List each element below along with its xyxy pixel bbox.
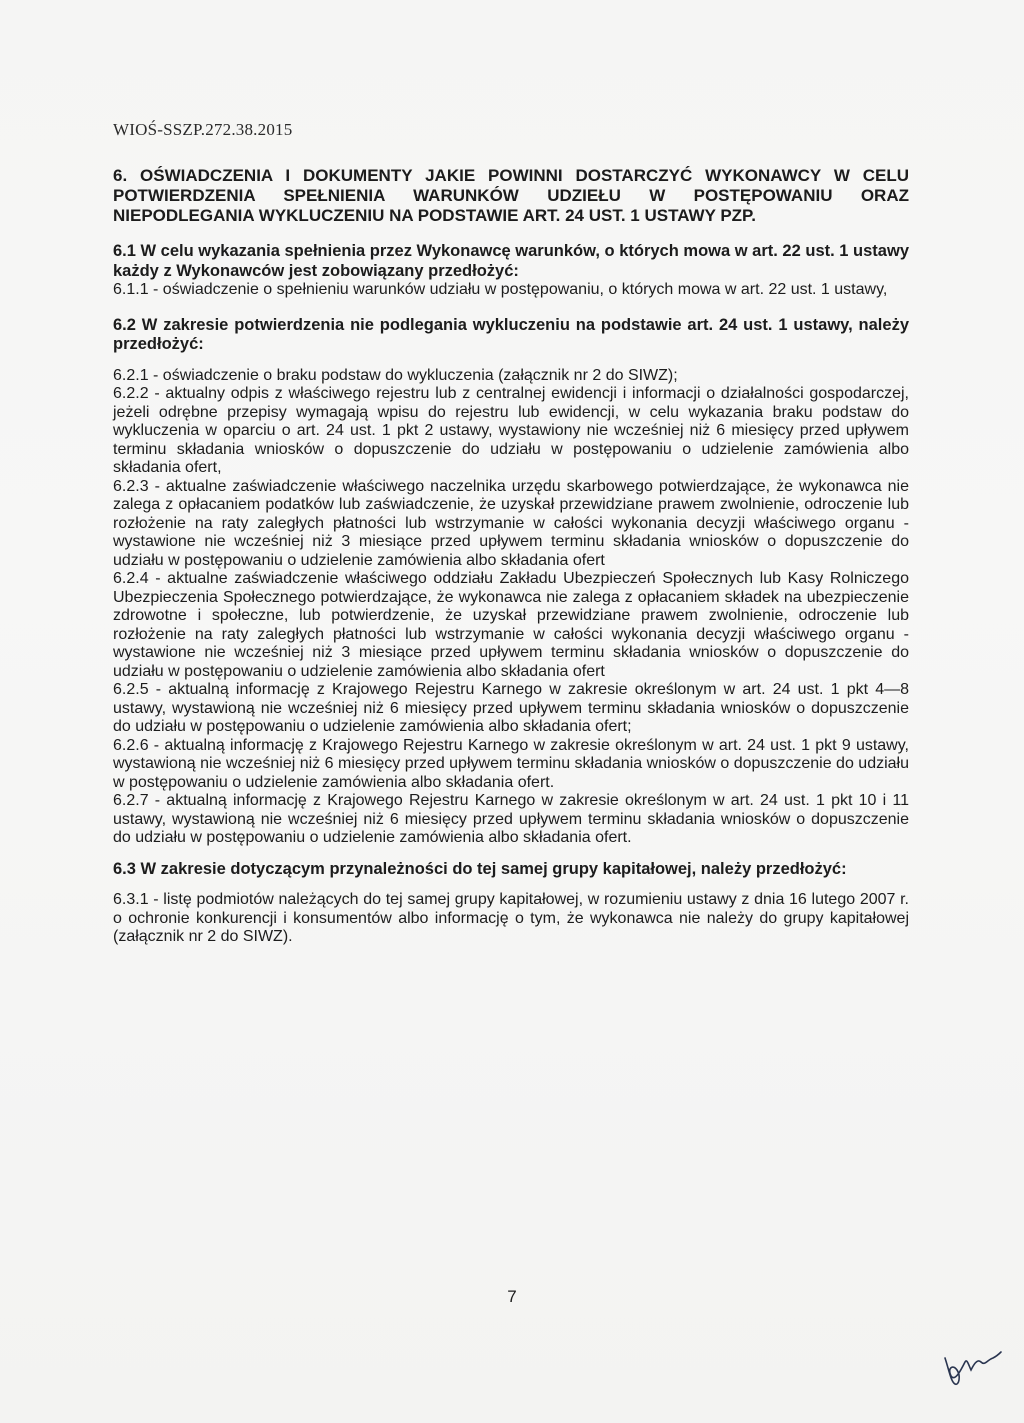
item-6-2-6: 6.2.6 - aktualną informację z Krajowego Rejestru Karnego w zakresie określonym w art. 24 ust. 1 pkt 9 ustawy, wystawioną nie wcześniej niż 6 miesięcy przed upływem terminu składania wniosków o dopuszczenie do udziału w postępowaniu o udzielenie zamówienia albo składania ofert.: [113, 736, 909, 791]
section-6-heading: 6. OŚWIADCZENIA I DOKUMENTY JAKIE POWINNI DOSTARCZYĆ WYKONAWCY W CELU POTWIERDZENIA SPEŁNIENIA WARUNKÓW UDZIEŁU W POSTĘPOWANIU ORAZ NIEPODLEGANIA WYKLUCZENIU NA PODSTAWIE ART. 24 UST. 1 USTAWY PZP.: [113, 166, 909, 225]
document-reference: WIOŚ-SSZP.272.38.2015: [113, 120, 293, 139]
handwritten-initials: [935, 1340, 1005, 1390]
item-6-2-4: 6.2.4 - aktualne zaświadczenie właściwego oddziału Zakładu Ubezpieczeń Społecznych lub Kasy Rolniczego Ubezpieczenia Społecznego potwierdzające, że wykonawca nie zalega z opłacaniem składek na ubezpieczenie zdrowotne i społeczne, lub potwierdzenie, że uzyskał przewidziane prawem zwolnienie, odroczenie lub rozłożenie na raty zaległych płatności lub wstrzymanie w całości wykonania decyzji właściwego organu - wystawione nie wcześniej niż 3 miesiące przed upływem terminu składania wniosków o dopuszczenie do udziału w postępowaniu o udzielenie zamówienia albo składania ofert: [113, 570, 909, 680]
item-6-1-1: 6.1.1 - oświadczenie o spełnieniu warunków udziału w postępowaniu, o których mowa w art. 22 ust. 1 ustawy,: [113, 281, 888, 298]
section-6-1-heading: 6.1 W celu wykazania spełnienia przez Wykonawcę warunków, o których mowa w art. 22 ust. 1 ustawy każdy z Wykonawców jest zobowiązany przedłożyć:: [113, 242, 909, 280]
item-6-2-1: 6.2.1 - oświadczenie o braku podstaw do wykluczenia (załącznik nr 2 do SIWZ);: [113, 366, 678, 384]
document-body: [113, 166, 909, 947]
item-6-3-1: 6.3.1 - listę podmiotów należących do tej samej grupy kapitałowej, w rozumieniu ustawy z dnia 16 lutego 2007 r. o ochronie konkurencji i konsumentów albo informację o tym, że wykonawca nie należy do grupy kapitałowej (załącznik nr 2 do SIWZ).: [113, 891, 909, 945]
section-6-3-heading: 6.3 W zakresie dotyczącym przynależności do tej samej grupy kapitałowej, należy przedłożyć:: [113, 859, 847, 878]
item-6-2-5: 6.2.5 - aktualną informację z Krajowego Rejestru Karnego w zakresie określonym w art. 24 ust. 1 pkt 4—8 ustawy, wystawioną nie wcześniej niż 6 miesięcy przed upływem terminu składania wniosków o dopuszczenie do udziału w postępowaniu o udzielenie zamówienia albo składania ofert;: [113, 681, 909, 735]
section-6-2-heading: 6.2 W zakresie potwierdzenia nie podlegania wykluczeniu na podstawie art. 24 ust. 1 ustawy, należy przedłożyć:: [113, 315, 909, 353]
item-6-2-7: 6.2.7 - aktualną informację z Krajowego Rejestru Karnego w zakresie określonym w art. 24 ust. 1 pkt 10 i 11 ustawy, wystawioną nie wcześniej niż 6 miesięcy przed upływem terminu składania wniosków o dopuszczenie do udziału w postępowaniu o udzielenie zamówienia albo składania ofert.: [113, 792, 909, 846]
item-6-2-3: 6.2.3 - aktualne zaświadczenie właściwego naczelnika urzędu skarbowego potwierdzające, że wykonawca nie zalega z opłacaniem podatków lub zaświadczenie, że uzyskał przewidziane prawem zwolnienie, odroczenie lub rozłożenie na raty zaległych płatności lub wstrzymanie w całości wykonania decyzji właściwego organu - wystawione nie wcześniej niż 3 miesiące przed upływem terminu składania wniosków o dopuszczenie do udziału w postępowaniu o udzielenie zamówienia albo składania ofert: [113, 477, 909, 569]
item-6-2-2: 6.2.2 - aktualny odpis z właściwego rejestru lub z centralnej ewidencji i informacji o działalności gospodarczej, jeżeli odrębne przepisy wymagają wpisu do rejestru lub ewidencji, w celu wykazania braku podstaw do wykluczenia w oparciu o art. 24 ust. 1 pkt 2 ustawy, wystawiony nie wcześniej niż 6 miesięcy przed upływem terminu składania wniosków o dopuszczenie do udziału w postępowaniu o udzielenie zamówienia albo składania ofert,: [113, 385, 909, 476]
page-number: 7: [507, 1287, 517, 1306]
